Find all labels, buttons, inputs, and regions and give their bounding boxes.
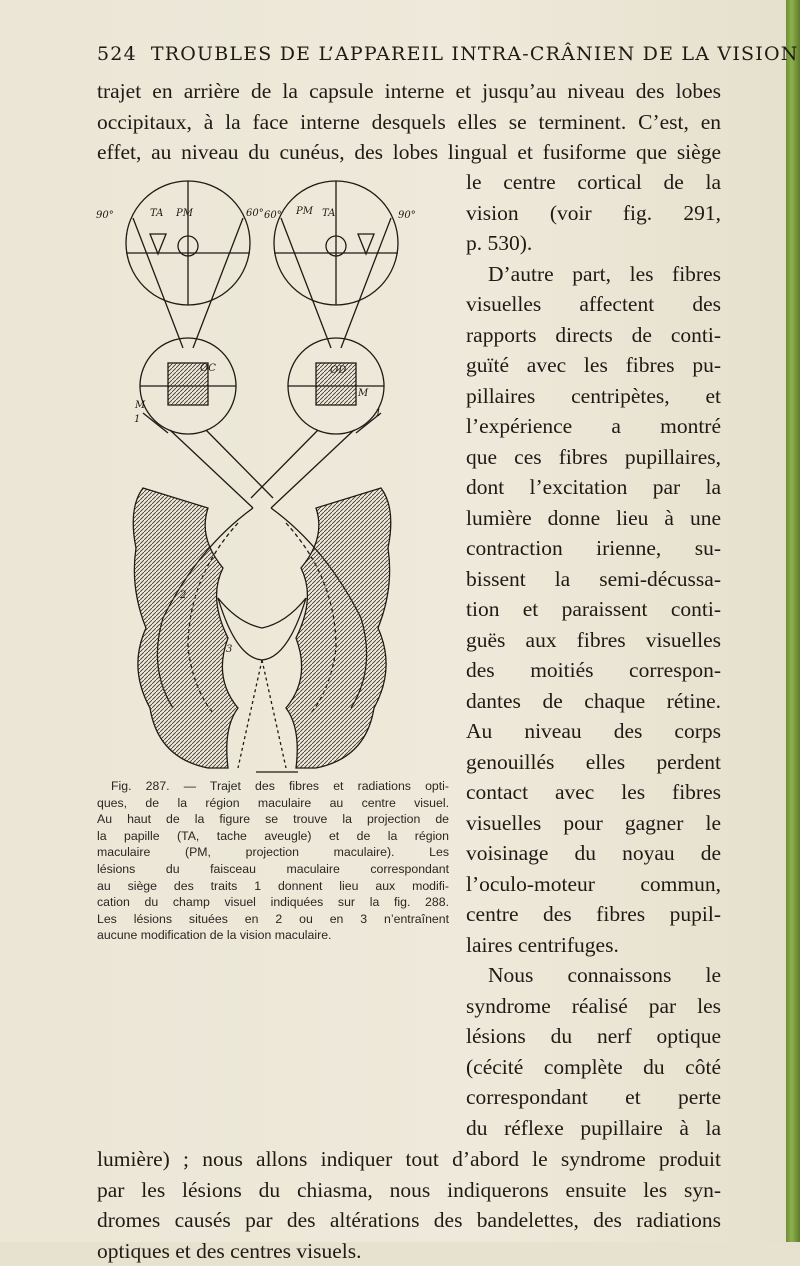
caption-line: cation du champ visuel indiquées sur la fig. 288. — [97, 894, 449, 911]
label-3: 3 — [226, 644, 232, 655]
label-left-ta: TA — [150, 208, 163, 219]
text-line: centre des fibres pupil- — [466, 899, 721, 930]
label-left-pm: PM — [175, 208, 194, 219]
text-line: visuelles affectent des — [466, 289, 721, 320]
label-m-right: M — [357, 388, 369, 399]
caption-line: Les lésions situées en 2 ou en 3 n’entraînent — [97, 911, 449, 928]
running-title: TROUBLES DE L’APPAREIL INTRA-CRÂNIEN DE LA VISION — [151, 43, 799, 65]
label-left-90: 90° — [96, 210, 114, 221]
caption-line: Au haut de la figure se trouve la projection de — [97, 811, 449, 828]
text-line: trajet en arrière de la capsule interne et jusqu’au niveau des lobes — [97, 76, 721, 107]
caption-line: Fig. 287. — Trajet des fibres et radiations opti- — [97, 778, 449, 795]
text-line: p. 530). — [466, 228, 721, 259]
text-line: Au niveau des corps — [466, 716, 721, 747]
text-line: voisinage du noyau de — [466, 838, 721, 869]
text-line: guïté avec les fibres pu- — [466, 350, 721, 381]
page-number: 524 — [97, 43, 137, 65]
text-line: l’expérience a montré — [466, 411, 721, 442]
text-line: dantes de chaque rétine. — [466, 686, 721, 717]
text-line: optiques et des centres visuels. — [97, 1236, 721, 1266]
text-line: syndrome réalisé par les — [466, 991, 721, 1022]
running-header — [97, 43, 697, 65]
text-line: lumière donne lieu à une — [466, 503, 721, 534]
caption-line: maculaire (PM, projection maculaire). Les — [97, 844, 449, 861]
label-oc: OC — [200, 363, 216, 374]
text-line: Nous connaissons le — [466, 960, 721, 991]
caption-line: ques, de la région maculaire au centre visuel. — [97, 795, 449, 812]
label-right-ta: TA — [322, 208, 335, 219]
label-od: OD — [330, 365, 346, 376]
text-line: par les lésions du chiasma, nous indiquerons ensuite les syn- — [97, 1175, 721, 1206]
text-line: genouillés elles perdent — [466, 747, 721, 778]
label-1-right: 1 — [375, 408, 381, 419]
label-1-left: 1 — [134, 414, 140, 425]
text-line: des moitiés correspon- — [466, 655, 721, 686]
text-line: dont l’excitation par la — [466, 472, 721, 503]
text-line: correspondant et perte — [466, 1082, 721, 1113]
text-line: contact avec les fibres — [466, 777, 721, 808]
text-line: effet, au niveau du cunéus, des lobes lingual et fusiforme que siège — [97, 137, 721, 168]
text-line: (cécité complète du côté — [466, 1052, 721, 1083]
text-line: laires centrifuges. — [466, 930, 721, 961]
left-occipital-region — [133, 488, 238, 768]
text-line: dromes causés par des altérations des bandelettes, des radiations — [97, 1205, 721, 1236]
label-m-left: M — [134, 400, 146, 411]
paragraph-bottom — [97, 1144, 721, 1266]
text-line: tion et paraissent conti- — [466, 594, 721, 625]
text-line: vision (voir fig. 291, — [466, 198, 721, 229]
text-line: le centre cortical de la — [466, 167, 721, 198]
caption-line: la papille (TA, tache aveugle) et de la région — [97, 828, 449, 845]
label-right-90: 90° — [398, 210, 416, 221]
right-occipital-region — [286, 488, 391, 768]
text-line: rapports directs de conti- — [466, 320, 721, 351]
text-line: bissent la semi-décussa- — [466, 564, 721, 595]
text-line: lumière) ; nous allons indiquer tout d’abord le syndrome produit — [97, 1144, 721, 1175]
text-line: visuelles pour gagner le — [466, 808, 721, 839]
label-right-60: 60° — [264, 210, 282, 221]
caption-line: aucune modification de la vision maculaire. — [97, 927, 449, 944]
caption-line: lésions du faisceau maculaire correspondant — [97, 861, 449, 878]
text-line: l’oculo-moteur commun, — [466, 869, 721, 900]
text-line: que ces fibres pupillaires, — [466, 442, 721, 473]
figure-287-optic-pathways — [88, 168, 468, 788]
caption-line: au siège des traits 1 donnent lieu aux modifi- — [97, 878, 449, 895]
text-line: du réflexe pupillaire à la — [466, 1113, 721, 1144]
text-line: contraction irienne, su- — [466, 533, 721, 564]
text-line: guës aux fibres visuelles — [466, 625, 721, 656]
text-line: lésions du nerf optique — [466, 1021, 721, 1052]
label-right-pm: PM — [295, 206, 314, 217]
optic-pathway-diagram — [88, 168, 468, 788]
text-line: D’autre part, les fibres — [466, 259, 721, 290]
figure-caption — [97, 778, 449, 944]
label-2: 2 — [179, 590, 186, 601]
scan-edge — [786, 0, 800, 1242]
text-line: occipitaux, à la face interne desquels elles se terminent. C’est, en — [97, 107, 721, 138]
text-line: pillaires centripètes, et — [466, 381, 721, 412]
paragraph-top — [97, 76, 721, 168]
label-left-60: 60° — [246, 208, 264, 219]
paragraph-right-column — [466, 167, 721, 1143]
